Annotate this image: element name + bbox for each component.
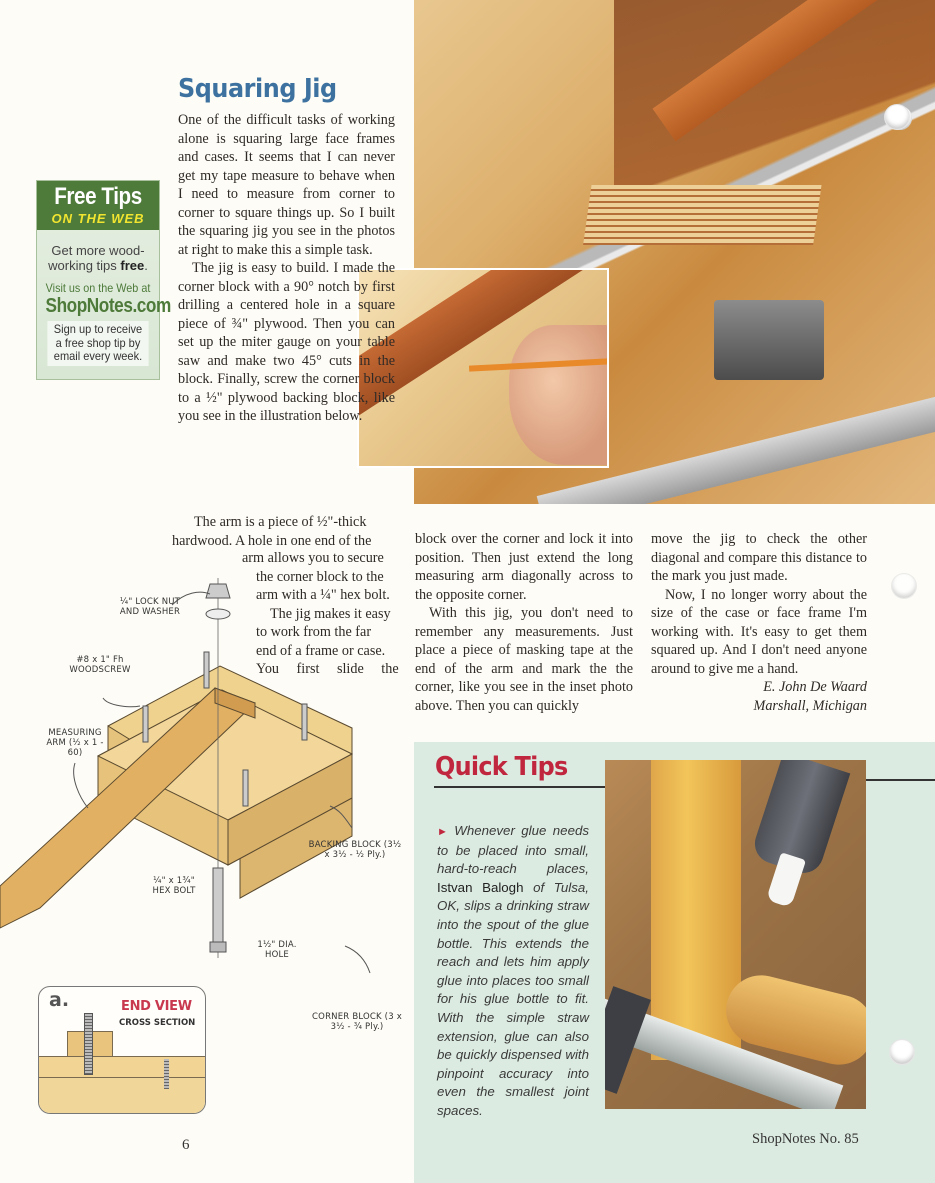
punch-hole (890, 1040, 914, 1064)
label-measuring-arm: MEASURING ARM (½ x 1 - 60) (46, 728, 104, 758)
page-number: 6 (182, 1137, 190, 1153)
glue-straw-photo (605, 760, 866, 1109)
end-view-title: END VIEW (121, 999, 192, 1014)
text-line: arm with a ¼" hex bolt. (256, 587, 390, 603)
label-lock-nut: ¼" LOCK NUT AND WASHER (119, 597, 181, 617)
text-line: to work from the far (256, 624, 372, 640)
article-column-2 (415, 530, 633, 715)
text-line: You first slide the (256, 661, 399, 677)
author-location: Marshall, Michigan (753, 697, 867, 714)
paragraph: Now, I no longer worry about the size of the case or face frame I'm working with. It's easy to get them squared up. And I don't need anyone around to give me a hand. (651, 586, 867, 677)
magazine-issue: ShopNotes No. 85 (752, 1131, 859, 1147)
article-column-1 (178, 111, 395, 426)
quick-tips-title: Quick Tips (435, 752, 568, 782)
label-woodscrew: #8 x 1" Fh WOODSCREW (69, 655, 131, 675)
contributor-name: Istvan Balogh (437, 879, 524, 895)
text-line: end of a frame or case. (256, 642, 386, 659)
paragraph: move the jig to check the other diagonal and compare this distance to the mark you just made. (651, 531, 867, 584)
article-title: Squaring Jig (178, 74, 337, 104)
end-view-inset (38, 986, 206, 1114)
free-tips-promo: Get more wood-working tips free. (48, 243, 148, 273)
paragraph: With this jig, you don't need to remember any measurements. Just place a piece of masking tape at the end of the arm and mark the the corner, like you see in the inset photo above. Then you can quickly (415, 605, 633, 714)
punch-hole (885, 105, 909, 129)
free-tips-visit: Visit us on the Web at (45, 281, 151, 295)
paragraph: block over the corner and lock it into position. Then just extend the long measuring arm diagonally across to the opposite corner. (415, 531, 633, 603)
title-rule (866, 779, 935, 781)
free-tips-box[interactable] (36, 180, 171, 380)
label-hole: 1½" DIA. HOLE (257, 940, 297, 960)
bolt-illustration (84, 1013, 93, 1075)
label-hex-bolt: ¼" x 1¾" HEX BOLT (152, 876, 196, 896)
article-column-1-arm (172, 513, 397, 550)
free-tips-subheading: ON THE WEB (51, 211, 145, 226)
label-corner-block: CORNER BLOCK (3 x 3½ - ¾ Ply.) (312, 1012, 402, 1032)
text-line: the corner block to the (256, 568, 384, 585)
shopnotes-link[interactable]: ShopNotes.com (45, 295, 171, 317)
bullet-arrow-icon: ► (437, 826, 448, 838)
free-tips-heading: Free Tips (54, 183, 142, 210)
screw-illustration (164, 1059, 169, 1089)
text-line: arm allows you to secure (242, 550, 384, 566)
punch-hole (892, 574, 916, 598)
label-backing-block: BACKING BLOCK (3½ x 3½ - ½ Ply.) (308, 840, 402, 860)
free-tips-signup[interactable]: Sign up to receive a free shop tip by email every week. (47, 321, 148, 366)
quick-tip-text: ► Whenever glue needs to be placed into small, hard-to-reach places, Istvan Balogh of Tulsa, OK, slips a drinking straw into the spout of the glue bottle. This extends the reach and lets him apply glue into places too small for his glue bottle to fit. With the simple straw extension, glue can also be quickly dispensed with pinpoint accuracy into even the smallest joint spaces. (437, 823, 590, 1118)
text-line: The jig makes it easy (270, 605, 391, 622)
free-tips-header (37, 181, 159, 230)
paragraph-arm-line2: hardwood. A hole in one end of the (172, 532, 372, 549)
end-view-subtitle: CROSS SECTION (119, 1018, 196, 1028)
author-name: E. John De Waard (763, 679, 867, 695)
end-view-letter: a. (49, 989, 70, 1011)
paragraph-intro: One of the difficult tasks of working alone is squaring large face frames and cases. It seems that I can never get my tape measure to behave when I need to measure from corner to corner to square things up. So I built the squaring jig you see in the photos at right to make this a simple task. (178, 112, 395, 258)
article-column-3 (651, 530, 867, 715)
paragraph-arm-line1: The arm is a piece of ½"-thick (194, 514, 367, 530)
paragraph-build: The jig is easy to build. I made the corner block with a 90° notch by first drilling a centered hole in a square piece of ¾" plywood. Then you can set up the miter gauge on your table saw and make two 45° cuts in the block. Finally, screw the corner block to a ½" plywood backing block, like you see in the illustration below. (178, 260, 395, 424)
title-rule (434, 786, 606, 788)
